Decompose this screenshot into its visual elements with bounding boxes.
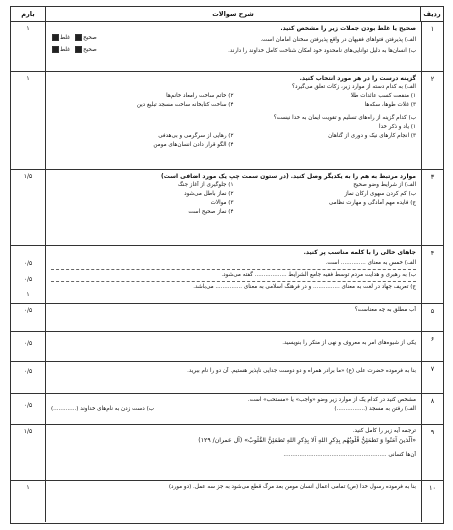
question-9 xyxy=(11,425,443,481)
statement-b: ب) انسان‌ها به دلیل توانایی‌های نامحدود خود امکان شناخت کامل خداوند را دارند. xyxy=(228,48,416,54)
checkbox-icon xyxy=(75,46,82,53)
question-6 xyxy=(11,332,443,362)
score: ۰/۵ xyxy=(23,307,33,314)
question-text: بنا به فرموده حضرت علی (ع) «ما برادر همراه و دو دوست جدایی ناپذیر هستیم. آن دو را نام ببرید. xyxy=(187,368,416,374)
checkbox-false-a[interactable]: غلط xyxy=(52,34,70,43)
statement-a: الف) پذیرفتن فتواهای فقیهان در واقع پذیرفتن سخنان امامان است. xyxy=(260,37,416,43)
question-number: ۳ xyxy=(421,170,443,245)
divider xyxy=(51,281,416,282)
question-number: ۵ xyxy=(421,304,443,331)
score: ۰/۵ xyxy=(23,340,33,347)
checkbox-icon xyxy=(75,34,82,41)
match-left: ج) فایده مهم آمادگی و مهارت نظامی xyxy=(328,200,416,206)
fill-blank-b[interactable]: ب) به رهبری و هدایت مردم توسط فقیه جامع الشرایط .................. گفته می‌شود. xyxy=(221,272,416,278)
question-number: ۶ xyxy=(421,332,443,361)
option[interactable]: ۲) رهایی از سرگرمی و بی‌هدفی xyxy=(158,133,234,139)
checkbox-icon xyxy=(52,46,59,53)
question-8 xyxy=(11,394,443,425)
part-a-prompt: الف) به کدام دسته از موارد زیر، زکات تعلق می‌گیرد؟ xyxy=(292,84,416,90)
exam-sheet xyxy=(10,6,444,524)
header-score: بارم xyxy=(21,10,35,18)
match-right: ۴) نماز صحیح است xyxy=(188,209,234,215)
true-false-a[interactable] xyxy=(52,34,97,43)
score: ۱ xyxy=(26,25,30,32)
question-number: ۸ xyxy=(421,394,443,424)
question-number: ۱ xyxy=(421,22,443,71)
question-number: ۴ xyxy=(421,246,443,303)
question-text: ترجمه آیه زیر را کامل کنید. xyxy=(352,428,416,434)
question-title: جاهای خالی را با کلمه مناسب پر کنید. xyxy=(303,249,416,256)
header-title: شرح سوالات xyxy=(45,7,420,21)
question-text: مشخص کنید در کدام یک از موارد زیر وضو «واجب» یا «مستحب» است. xyxy=(247,397,416,403)
score: ۰/۵ xyxy=(23,260,33,267)
item-b[interactable]: ب) دست زدن به نام‌های خداوند (.............) xyxy=(51,406,155,412)
translation-blank[interactable]: آن‌ها کسانی .......................................................... xyxy=(283,452,416,458)
checkbox-false-b[interactable]: غلط xyxy=(52,46,70,55)
option[interactable]: ۱) منفعت کسب عائدات طلا xyxy=(350,93,416,99)
option[interactable]: ۳) غلات طوها، سکه‌ها xyxy=(364,102,416,108)
divider xyxy=(51,269,416,270)
fill-blank-a[interactable]: الف) خمس به معنای .............. است. xyxy=(325,260,416,266)
fill-blank-c[interactable]: ج) تعریف جهاد در لغت به معنای ............... و در فرهنگ اسلامی به معنای ............... می‌باشد. xyxy=(193,284,416,290)
question-number: ۹ xyxy=(421,425,443,480)
checkbox-true-b[interactable]: صحیح xyxy=(75,46,97,55)
match-right: ۳) موالات xyxy=(210,200,234,206)
option[interactable]: ۴) الگو قرار دادن انسان‌های مومن xyxy=(153,142,234,148)
question-10 xyxy=(11,481,443,522)
option[interactable]: ۳) انجام کارهای نیک و دوری از گناهان xyxy=(328,133,416,139)
question-text: یکی از شیوه‌های امر به معروف و نهی از منکر را بنویسید. xyxy=(282,340,416,346)
question-text: بنا به فرموده رسول خدا (ص) تمامی اعمال انسان مومن بعد مرگ قطع می‌شود به جز سه عمل. (دو مورد) xyxy=(168,484,416,490)
table-header xyxy=(11,7,443,22)
score: ۱ xyxy=(26,291,30,298)
question-text: آب مطلق به چه معناست؟ xyxy=(354,307,416,313)
question-number: ۱۰ xyxy=(421,481,443,522)
item-a[interactable]: الف) رفتن به مسجد (................) xyxy=(334,406,416,412)
match-right: ۲) نماز باطل می‌شود xyxy=(184,191,234,197)
question-title: صحیح یا غلط بودن جملات زیر را مشخص کنید. xyxy=(280,25,416,32)
score: ۰/۵ xyxy=(23,276,33,283)
match-right: ۱) جلوگیری از آغاز جنگ xyxy=(177,182,234,188)
score: ۱ xyxy=(26,484,30,491)
question-3 xyxy=(11,170,443,246)
option[interactable]: ۱) یاد و ذکر خدا xyxy=(379,124,416,130)
question-number: ۲ xyxy=(421,72,443,169)
question-1 xyxy=(11,22,443,72)
question-number: ۷ xyxy=(421,362,443,393)
match-left: ب) کم کردن سهوی ارکان نماز xyxy=(344,191,416,197)
question-5 xyxy=(11,304,443,332)
question-title: گزینه درست را در هر مورد انتخاب کنید. xyxy=(299,75,416,82)
true-false-b[interactable] xyxy=(52,46,97,55)
score: ۱ xyxy=(26,75,30,82)
score: ۰/۵ xyxy=(23,402,33,409)
score: ۱/۵ xyxy=(23,173,33,180)
checkbox-icon xyxy=(52,34,59,41)
match-left: الف) از شرایط وضو صحیح xyxy=(353,182,416,188)
part-b-prompt: ب) کدام گزینه از راه‌های تسلیم و تقویت ایمان به خدا نیست؟ xyxy=(273,115,416,121)
question-4 xyxy=(11,246,443,304)
header-row-number: ردیف xyxy=(420,7,443,21)
option[interactable]: ۴) ساخت کتابخانه ساخت مسجد تبلیغ دین xyxy=(136,102,234,108)
checkbox-true-a[interactable]: صحیح xyxy=(75,34,97,43)
question-7 xyxy=(11,362,443,394)
question-title: موارد مرتبط به هم را به یکدیگر وصل کنید. (در ستون سمت چپ یک مورد اضافی است) xyxy=(161,173,416,180)
score: ۰/۵ xyxy=(23,368,33,375)
option[interactable]: ۲) خاتم ساخت رامعاد خانم‌ها xyxy=(166,93,234,99)
score: ۱/۵ xyxy=(23,428,33,435)
quran-verse: «اَلَّذینَ آمَنُوا وَ تَطمَئِنُّ قُلُوبُهُم بِذِکرِ اللهِ اَلا بِذِکرِ اللهِ تَطمَئِنُّ القُلُوبُ» (آل عمران/ ۱۲۹) xyxy=(198,437,416,444)
question-2 xyxy=(11,72,443,170)
